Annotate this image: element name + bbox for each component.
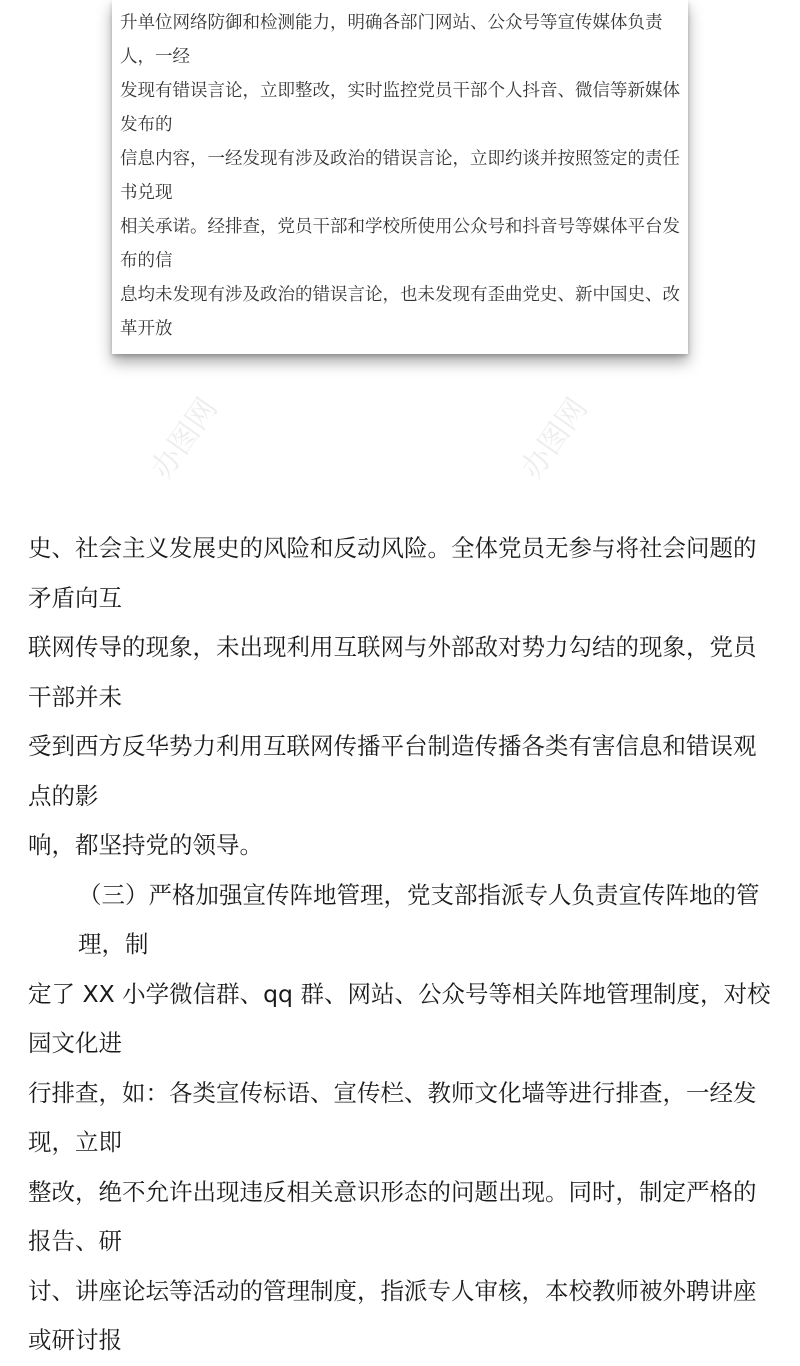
text-line: 受到西方反华势力利用互联网传播平台制造传播各类有害信息和错误观点的影 xyxy=(28,732,757,810)
document-preview-card xyxy=(112,0,688,354)
document-body xyxy=(28,524,772,1366)
text-line: 升单位网络防御和检测能力，明确各部门网站、公众号等宣传媒体负责人，一经 xyxy=(120,13,663,67)
text-line: 讨、讲座论坛等活动的管理制度，指派专人审核，本校教师被外聘讲座或研讨报 xyxy=(28,1276,757,1354)
watermark: 办图网 xyxy=(144,391,225,486)
text-line: 信息内容，一经发现有涉及政治的错误言论，立即约谈并按照签定的责任书兑现 xyxy=(120,149,680,203)
text-line: 定了 XX 小学微信群、qq 群、网站、公众号等相关阵地管理制度，对校园文化进 xyxy=(28,979,771,1057)
card-text xyxy=(120,6,680,346)
text-line: 相关承诺。经排查，党员干部和学校所使用公众号和抖音号等媒体平台发布的信 xyxy=(120,217,680,271)
text-line: 史、社会主义发展史的风险和反动风险。全体党员无参与将社会问题的矛盾向互 xyxy=(28,534,757,612)
paragraph-2 xyxy=(28,871,772,1366)
text-line: 发现有错误言论，立即整改，实时监控党员干部个人抖音、微信等新媒体发布的 xyxy=(120,81,680,135)
text-line: 联网传导的现象，未出现利用互联网与外部敌对势力勾结的现象，党员干部并未 xyxy=(28,633,757,711)
text-line: （三）严格加强宣传阵地管理，党支部指派专人负责宣传阵地的管理，制 xyxy=(78,880,760,958)
text-line: 行排查，如：各类宣传标语、宣传栏、教师文化墙等进行排查，一经发现，立即 xyxy=(28,1078,757,1156)
watermark-area xyxy=(0,354,800,524)
text-line: 整改，绝不允许出现违反相关意识形态的问题出现。同时，制定严格的报告、研 xyxy=(28,1177,757,1255)
watermark: 办图网 xyxy=(514,391,595,486)
text-line: 响，都坚持党的领导。 xyxy=(28,831,263,859)
text-line: 息均未发现有涉及政治的错误言论，也未发现有歪曲党史、新中国史、改革开放 xyxy=(120,285,680,339)
paragraph-1 xyxy=(28,524,772,871)
